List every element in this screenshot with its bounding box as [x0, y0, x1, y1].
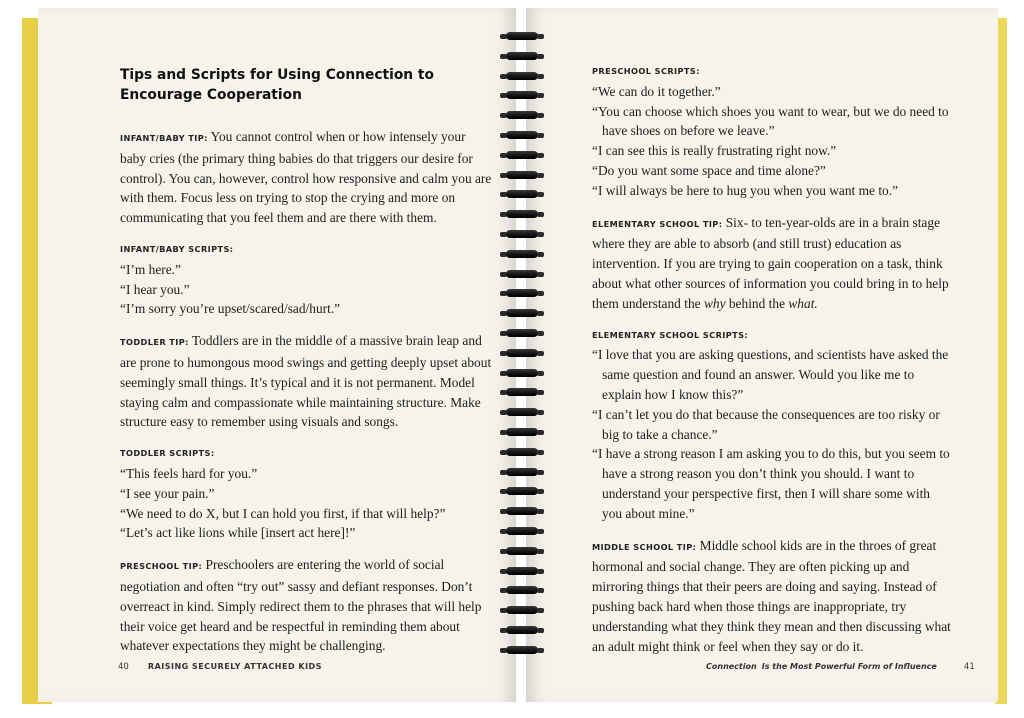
spiral-ring: [500, 248, 544, 261]
script-line: “I can’t let you do that because the consequences are too risky or big to take a chance.”: [592, 406, 940, 442]
page-number-right: 41: [963, 662, 975, 672]
running-head-right-a: Connection: [706, 662, 757, 671]
script-line: “I love that you are asking questions, and scientists have asked the same question and found an answer. Would you like me to explain how I know this?”: [592, 347, 949, 402]
running-head-left: RAISING SECURELY ATTACHED KIDS: [147, 662, 322, 671]
infant-tip-label: INFANT/BABY TIP:: [120, 133, 208, 143]
spiral-ring: [500, 367, 544, 380]
elementary-tip-why: why: [703, 295, 726, 311]
spiral-ring: [500, 604, 544, 617]
running-head-right-b: Is the Most Powerful Form of Influence: [761, 662, 937, 671]
spiral-ring: [500, 89, 544, 102]
spiral-ring: [500, 347, 544, 360]
spiral-ring: [500, 485, 544, 498]
right-footer: [706, 654, 975, 673]
elementary-tip-text: Six- to ten-year-olds are in a brain stage where they are able to absorb (and still trust) education as intervention. If you are trying to gain cooperation on a task, think about what other sources of information you could bring in to help them understand the: [592, 214, 949, 311]
script-line: “You can choose which shoes you want to wear, but we do need to have shoes on before we leave.”: [592, 103, 949, 139]
script-line: “Let’s act like lions while [insert act here]!”: [120, 525, 356, 541]
spiral-ring: [500, 30, 544, 43]
script-line: “This feels hard for you.”: [120, 465, 258, 481]
left-footer: [118, 654, 322, 673]
spiral-ring: [500, 70, 544, 83]
toddler-scripts-label: TODDLER SCRIPTS:: [120, 448, 215, 459]
spiral-binding: [500, 30, 544, 670]
middle-school-tip: [592, 536, 952, 657]
spiral-ring: [500, 268, 544, 281]
elementary-tip: [592, 213, 952, 314]
script-line: “I have a strong reason I am asking you to do this, but you seem to have a strong reason you don’t think you should. I want to understand your perspective first, then I will share some with you about mine.”: [592, 446, 950, 521]
elementary-scripts: [592, 326, 952, 524]
elementary-tip-what: what.: [788, 295, 818, 311]
script-line: “We need to do X, but I can hold you first, if that will help?”: [120, 505, 446, 521]
spiral-ring: [500, 406, 544, 419]
spiral-ring: [500, 208, 544, 221]
elementary-tip-label: ELEMENTARY SCHOOL TIP:: [592, 218, 723, 229]
spiral-ring: [500, 327, 544, 340]
spiral-ring: [500, 565, 544, 578]
elementary-scripts-label: ELEMENTARY SCHOOL SCRIPTS:: [592, 329, 749, 340]
script-line: “I’m sorry you’re upset/scared/sad/hurt.”: [120, 301, 341, 317]
spiral-ring: [500, 50, 544, 63]
infant-tip-text: You cannot control when or how intensely your baby cries (the primary thing babies do that triggers our desire for control). You can, however, control how responsive and calm you are with them. Focus less on trying to stop the crying and more on communicating that you feel them and are there with them.: [120, 129, 492, 226]
preschool-scripts: [592, 62, 952, 201]
spiral-ring: [500, 287, 544, 300]
preschool-tip-label: PRESCHOOL TIP:: [120, 561, 203, 572]
preschool-tip-text: Preschoolers are entering the world of social negotiation and often “try out” sassy and defiant responses. Don’t overreact in kind. Simply redirect them to the phrases that will help their voice get heard and be respectful in reminding them about whatever expectations they might be challenging.: [120, 557, 482, 654]
script-line: “I’m here.”: [120, 261, 181, 277]
spiral-ring: [500, 386, 544, 399]
toddler-tip-label: TODDLER TIP:: [120, 337, 189, 348]
spiral-ring: [500, 545, 544, 558]
toddler-tip: [120, 331, 492, 432]
left-page-text: [120, 66, 492, 668]
script-line: “Do you want some space and time alone?”: [592, 162, 826, 178]
script-line: “I can see this is really frustrating right now.”: [592, 143, 837, 159]
spiral-ring: [500, 624, 544, 637]
spiral-ring: [500, 644, 544, 657]
toddler-tip-text: Toddlers are in the middle of a massive brain leap and are prone to humongous mood swings and getting deeply upset about seemingly small things. It’s typical and it is not permanent. Model staying calm and compassionate while maintaining structure. Make structure easy to remember using visuals and songs.: [120, 333, 492, 430]
spiral-ring: [500, 525, 544, 538]
infant-scripts: [120, 240, 492, 319]
right-page-text: [592, 62, 952, 668]
spiral-ring: [500, 228, 544, 241]
spiral-ring: [500, 426, 544, 439]
spiral-ring: [500, 149, 544, 162]
middle-tip-label: MIDDLE SCHOOL TIP:: [592, 541, 697, 552]
infant-tip: [120, 127, 492, 228]
preschool-scripts-label: PRESCHOOL SCRIPTS:: [592, 66, 700, 76]
spiral-ring: [500, 129, 544, 142]
script-line: “We can do it together.”: [592, 83, 721, 99]
spiral-ring: [500, 188, 544, 201]
page-title: Tips and Scripts for Using Connection to Encourage Cooperation: [120, 67, 435, 103]
script-line: “I will always be here to hug you when you want me to.”: [592, 182, 899, 198]
spiral-ring: [500, 505, 544, 518]
script-line: “I hear you.”: [120, 281, 190, 297]
page-number-left: 40: [118, 662, 129, 672]
spiral-ring: [500, 466, 544, 479]
script-line: “I see your pain.”: [120, 485, 215, 501]
elementary-tip-text-2: behind the: [725, 295, 789, 311]
spiral-ring: [500, 446, 544, 459]
spiral-ring: [500, 584, 544, 597]
infant-scripts-label: INFANT/BABY SCRIPTS:: [120, 243, 234, 254]
spiral-ring: [500, 307, 544, 320]
preschool-tip: [120, 555, 492, 656]
middle-tip-text: Middle school kids are in the throes of great hormonal and social change. They are often picking up and mirroring things that their peers are doing and saying. Instead of pushing back hard when those things are inappropriate, try understanding what they think they mean and then discussing what an adult might think or feel when they say or do it.: [592, 537, 951, 654]
spiral-ring: [500, 169, 544, 182]
spiral-ring: [500, 109, 544, 122]
toddler-scripts: [120, 444, 492, 543]
